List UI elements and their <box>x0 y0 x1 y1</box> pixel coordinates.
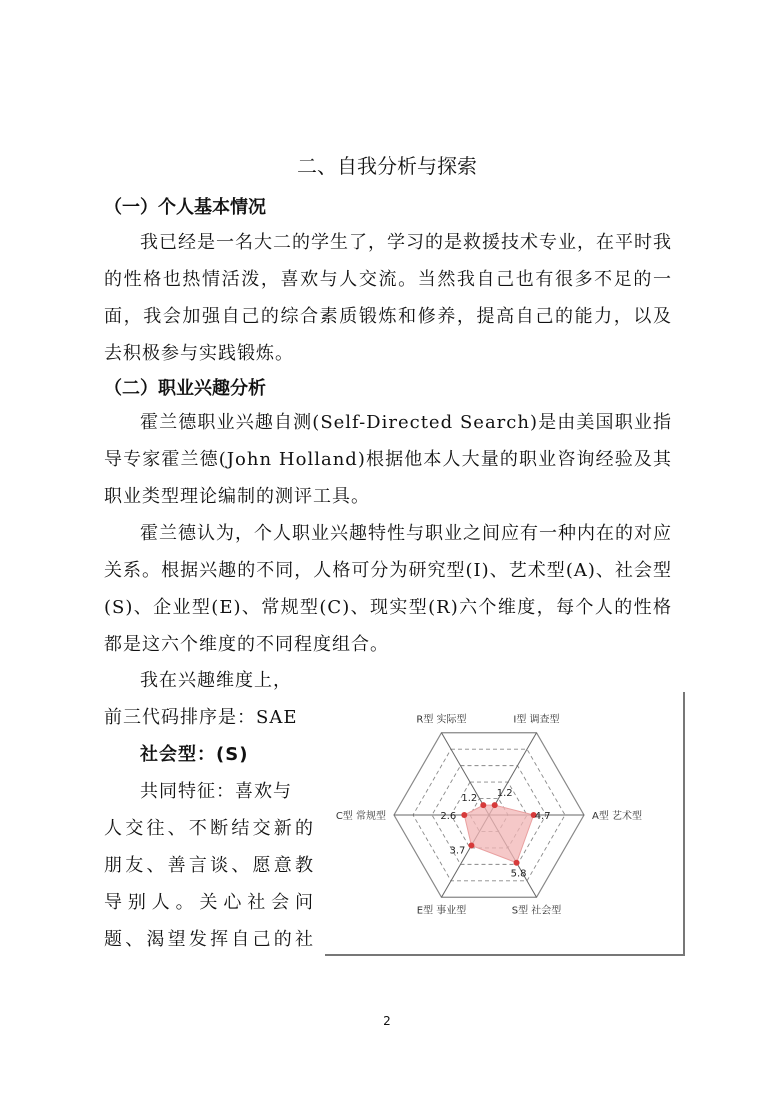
paragraph-holland-intro: 霍兰德职业兴趣自测(Self-Directed Search)是由美国职业指导专家霍兰德(John Holland)根据他本人大量的职业咨询经验及其职业类型理论编制的测评工具。 <box>104 412 672 507</box>
side-line: 题、渴望发挥自己的社 <box>104 929 314 950</box>
paragraph-holland-theory: 霍兰德认为，个人职业兴趣特性与职业之间应有一种内在的对应关系。根据兴趣的不同，人格可分为研究型(I)、艺术型(A)、社会型(S)、企业型(E)、常规型(C)、现实型(R)六个维度，每个人的性格都是这六个维度的不同程度组合。 <box>104 523 672 655</box>
side-line: 人交往、不断结交新的 <box>104 818 314 839</box>
radar-axis-label: C型 常规型 <box>335 811 386 822</box>
radar-data-point <box>480 802 486 808</box>
radar-value-label: 4.7 <box>534 811 551 822</box>
radar-value-label: 3.7 <box>449 845 466 857</box>
page-number: 2 <box>383 1014 391 1028</box>
radar-axis-label: A型 艺术型 <box>592 811 643 822</box>
side-line: 共同特征：喜欢与 <box>140 781 292 802</box>
radar-data-point <box>492 802 498 808</box>
radar-data-point <box>461 812 467 818</box>
radar-value-label: 1.2 <box>496 788 513 800</box>
radar-chart <box>325 692 683 954</box>
paragraph-basic-info: 我已经是一名大二的学生了，学习的是救援技术专业，在平时我的性格也热情活泼，喜欢与人交流。当然我自己也有很多不足的一面，我会加强自己的综合素质锻炼和修养，提高自己的能力，以及去积极参与实践锻炼。 <box>104 232 672 364</box>
radar-chart-frame <box>325 692 685 956</box>
radar-value-label: 1.2 <box>461 793 478 805</box>
radar-value-label: 5.8 <box>510 868 527 880</box>
heading-interest-analysis: （二）职业兴趣分析 <box>104 378 266 399</box>
side-text-block <box>104 662 314 958</box>
side-line-code-order: 前三代码排序是：SAE <box>104 707 298 728</box>
radar-axis-label: R型 实际型 <box>416 714 467 726</box>
radar-axis-label: E型 事业型 <box>416 905 467 917</box>
radar-data-area <box>464 805 533 863</box>
side-line: 朋友、善言谈、愿意教 <box>104 855 314 876</box>
radar-value-label: 2.6 <box>440 811 457 822</box>
radar-axis-label: S型 社会型 <box>511 905 562 917</box>
side-line-dimension: 我在兴趣维度上， <box>140 670 292 691</box>
side-heading-social: 社会型：(S) <box>140 744 249 765</box>
radar-data-point <box>514 860 520 866</box>
heading-basic-info: （一）个人基本情况 <box>104 197 266 218</box>
section-title: 二、自我分析与探索 <box>297 154 477 178</box>
radar-axis-label: I型 调查型 <box>513 714 560 726</box>
radar-data-point <box>468 842 474 848</box>
side-line: 导别人。关心社会问 <box>104 892 314 913</box>
